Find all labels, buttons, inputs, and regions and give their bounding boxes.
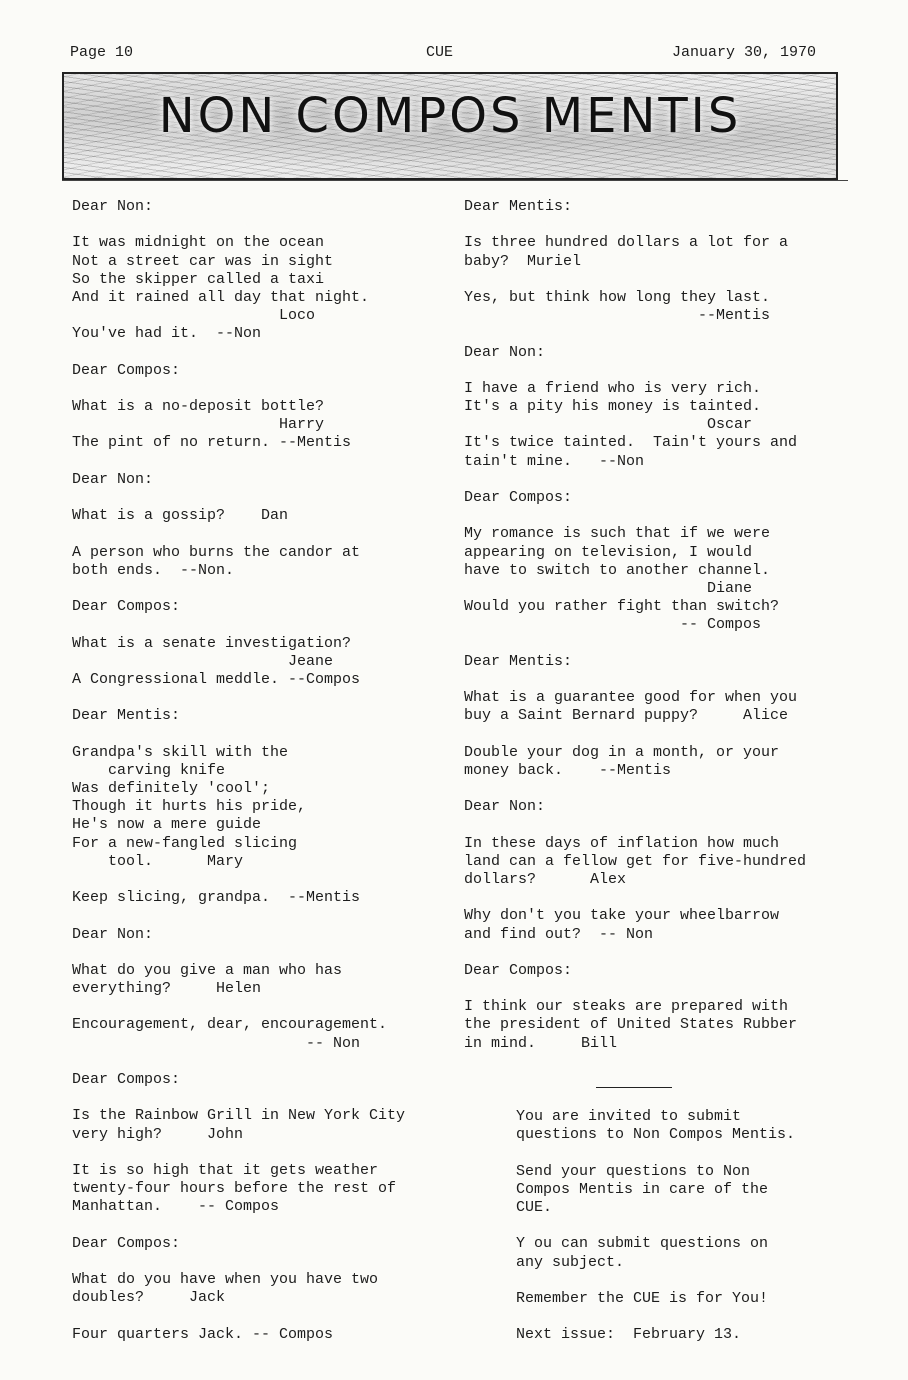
- text-line: [72, 380, 462, 398]
- text-line: Dear Compos:: [72, 361, 181, 379]
- page-header: [70, 44, 816, 64]
- text-line: Not a street car was in sight: [72, 252, 334, 270]
- notice-line: You are invited to submit: [516, 1108, 742, 1125]
- text-line: It is so high that it gets weather: [72, 1161, 379, 1179]
- text-line: Would you rather fight than switch?: [464, 598, 780, 616]
- text-line: Oscar: [464, 416, 753, 434]
- text-line: both ends. --Non.: [72, 561, 235, 579]
- text-line: Was definitely 'cool';: [72, 780, 271, 797]
- text-line: So the skipper called a taxi: [72, 270, 325, 288]
- text-line: It's a pity his money is tainted.: [464, 398, 762, 416]
- notice-line: CUE.: [516, 1198, 553, 1216]
- text-line: dollars? Alex: [464, 870, 627, 888]
- text-line: [464, 944, 834, 962]
- text-line: Diane: [464, 579, 753, 597]
- text-line: For a new-fangled slicing: [72, 834, 298, 852]
- text-line: Manhattan. -- Compos: [72, 1198, 280, 1216]
- text-line: Harry: [72, 416, 325, 434]
- text-line: Dear Compos:: [72, 1234, 181, 1252]
- notice-line: Next issue: February 13.: [516, 1326, 742, 1344]
- notice-line: questions to Non Compos Mentis.: [516, 1126, 796, 1144]
- text-line: What do you have when you have two: [72, 1271, 379, 1289]
- text-line: In these days of inflation how much: [464, 834, 780, 852]
- text-line: A person who burns the candor at: [72, 543, 361, 561]
- text-line: Dear Mentis:: [72, 707, 181, 725]
- right-column: [464, 198, 834, 1053]
- text-line: appearing on television, I would: [464, 543, 753, 561]
- notice-line: Y ou can submit questions on: [516, 1235, 769, 1253]
- text-line: Dear Mentis:: [464, 198, 573, 215]
- text-line: [464, 271, 834, 289]
- text-line: What is a senate investigation?: [72, 634, 352, 652]
- text-line: [464, 216, 834, 234]
- text-line: tool. Mary: [72, 852, 244, 870]
- text-line: Dear Compos:: [72, 1071, 181, 1088]
- text-line: everything? Helen: [72, 980, 262, 998]
- text-line: [72, 998, 462, 1016]
- issue-date: January 30, 1970: [671, 44, 816, 61]
- text-line: The pint of no return. --Mentis: [72, 434, 352, 452]
- text-line: [72, 1089, 462, 1107]
- text-line: [464, 725, 834, 743]
- text-line: in mind. Bill: [464, 1034, 618, 1052]
- text-line: [464, 671, 834, 689]
- notice-line: [516, 1217, 836, 1235]
- text-line: carving knife: [72, 761, 226, 779]
- text-line: Dear Mentis:: [464, 652, 573, 670]
- text-line: Dear Compos:: [464, 961, 573, 979]
- text-line: Why don't you take your wheelbarrow: [464, 907, 780, 925]
- text-line: Loco: [72, 307, 316, 325]
- text-line: What is a no-deposit bottle?: [72, 398, 325, 416]
- text-line: What do you give a man who has: [72, 961, 343, 979]
- text-line: Dear Non:: [464, 798, 546, 816]
- left-column: [72, 198, 462, 1344]
- text-line: [464, 889, 834, 907]
- text-line: very high? John: [72, 1125, 244, 1143]
- text-line: [72, 907, 462, 925]
- text-line: [72, 453, 462, 471]
- text-line: Four quarters Jack. -- Compos: [72, 1325, 334, 1343]
- text-line: -- Non: [72, 1034, 361, 1052]
- text-line: [464, 780, 834, 798]
- text-line: [464, 816, 834, 834]
- text-line: Dear Compos:: [464, 489, 573, 506]
- text-line: the president of United States Rubber: [464, 1016, 798, 1034]
- text-line: [72, 216, 462, 234]
- text-line: It's twice tainted. Tain't yours and: [464, 434, 798, 452]
- text-line: Dear Non:: [464, 343, 546, 361]
- text-line: Though it hurts his pride,: [72, 798, 307, 816]
- text-line: Dear Non:: [72, 470, 154, 488]
- text-line: have to switch to another channel.: [464, 561, 771, 579]
- text-line: What is a guarantee good for when you: [464, 689, 798, 707]
- text-line: Is the Rainbow Grill in New York City: [72, 1107, 406, 1125]
- text-line: [464, 325, 834, 343]
- text-line: A Congressional meddle. --Compos: [72, 670, 361, 688]
- page-number: Page 10: [70, 44, 134, 61]
- text-line: [72, 1144, 462, 1162]
- text-line: [72, 580, 462, 598]
- newspaper-name: CUE: [426, 44, 454, 61]
- text-line: [72, 689, 462, 707]
- text-line: It was midnight on the ocean: [72, 234, 325, 252]
- text-line: Dear Non:: [72, 198, 154, 215]
- banner-title: NON COMPOS MENTIS: [158, 88, 742, 144]
- text-line: -- Compos: [464, 616, 762, 634]
- text-line: money back. --Mentis: [464, 761, 672, 779]
- text-line: [464, 507, 834, 525]
- text-line: twenty-four hours before the rest of: [72, 1180, 397, 1198]
- text-line: [72, 1217, 462, 1235]
- text-line: [72, 1053, 462, 1071]
- text-line: buy a Saint Bernard puppy? Alice: [464, 707, 789, 725]
- text-line: Double your dog in a month, or your: [464, 743, 780, 761]
- notice-line: Remember the CUE is for You!: [516, 1289, 769, 1307]
- notice-line: [516, 1144, 836, 1162]
- text-line: Dear Non:: [72, 925, 154, 943]
- text-line: Jeane: [72, 652, 334, 670]
- text-line: Grandpa's skill with the: [72, 743, 289, 761]
- text-line: and find out? -- Non: [464, 925, 654, 943]
- text-line: What is a gossip? Dan: [72, 507, 289, 525]
- text-line: [72, 525, 462, 543]
- notice-line: [516, 1272, 836, 1290]
- text-line: [72, 344, 462, 362]
- text-line: Is three hundred dollars a lot for a: [464, 234, 789, 252]
- text-line: [464, 635, 834, 653]
- section-divider: [596, 1087, 672, 1088]
- notice-line: Compos Mentis in care of the: [516, 1180, 769, 1198]
- text-line: --Mentis: [464, 307, 771, 325]
- text-line: baby? Muriel: [464, 252, 582, 270]
- text-line: And it rained all day that night.: [72, 288, 370, 306]
- text-line: [464, 471, 834, 489]
- text-line: You've had it. --Non: [72, 325, 262, 343]
- notice-line: any subject.: [516, 1253, 625, 1271]
- banner-rule: [62, 180, 848, 181]
- text-line: [72, 871, 462, 889]
- submission-notice: [516, 1108, 836, 1344]
- text-line: Encouragement, dear, encouragement.: [72, 1016, 388, 1034]
- text-line: My romance is such that if we were: [464, 525, 771, 543]
- text-line: land can a fellow get for five-hundred: [464, 852, 807, 870]
- text-line: I think our steaks are prepared with: [464, 998, 789, 1016]
- text-line: [72, 489, 462, 507]
- notice-line: Send your questions to Non: [516, 1162, 751, 1180]
- text-line: Dear Compos:: [72, 598, 181, 616]
- text-line: [464, 980, 834, 998]
- text-line: [72, 944, 462, 962]
- text-line: He's now a mere guide: [72, 816, 262, 834]
- text-line: [72, 1253, 462, 1271]
- text-line: [72, 1307, 462, 1325]
- text-line: tain't mine. --Non: [464, 452, 645, 470]
- text-line: Yes, but think how long they last.: [464, 288, 771, 306]
- text-line: [72, 725, 462, 743]
- text-line: Keep slicing, grandpa. --Mentis: [72, 889, 361, 907]
- text-line: I have a friend who is very rich.: [464, 379, 762, 397]
- column-banner: [62, 72, 838, 180]
- text-line: doubles? Jack: [72, 1289, 226, 1307]
- text-line: [72, 616, 462, 634]
- text-line: [464, 362, 834, 380]
- notice-line: [516, 1308, 836, 1326]
